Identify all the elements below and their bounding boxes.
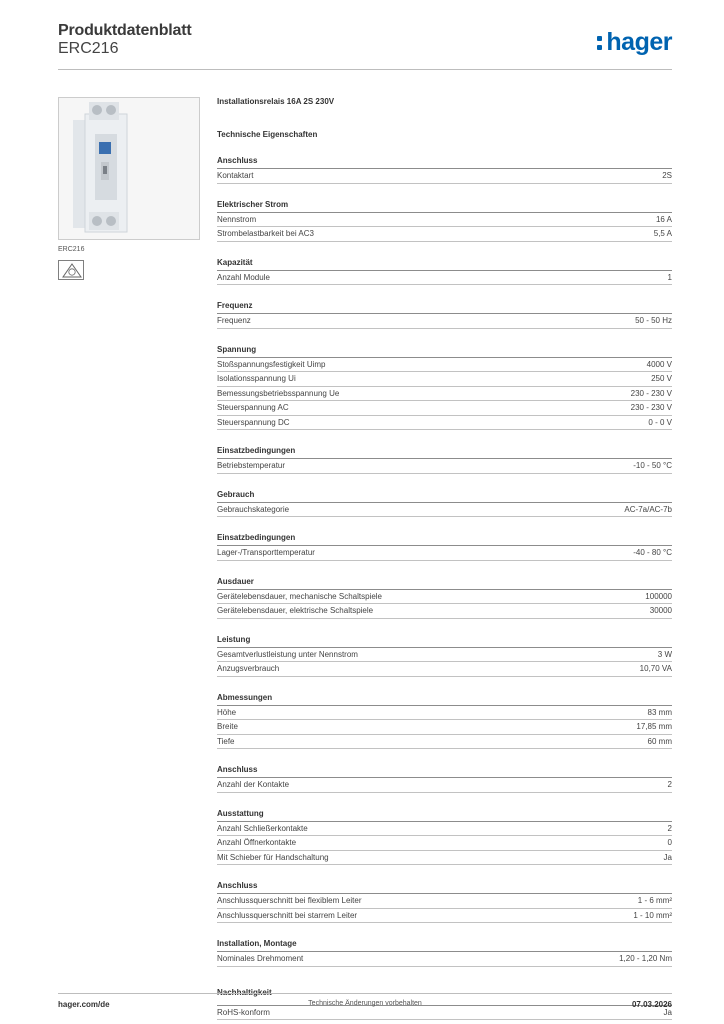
- spec-value: 1 - 6 mm²: [637, 896, 672, 905]
- spec-value: 16 A: [655, 214, 672, 224]
- spec-row: [217, 401, 672, 416]
- spec-value: 2: [667, 780, 672, 789]
- spec-row: [217, 459, 672, 474]
- spec-group-title: Abmessungen: [217, 692, 672, 706]
- spec-value: 230 - 230 V: [630, 388, 672, 398]
- spec-row: [217, 720, 672, 735]
- spec-label: Steuerspannung AC: [217, 403, 289, 412]
- spec-group-title: Anschluss: [217, 880, 672, 894]
- spec-row: [217, 952, 672, 967]
- logo-text: hager: [606, 28, 672, 56]
- spec-label: Gerätelebensdauer, elektrische Schaltspiele: [217, 606, 374, 615]
- spec-row: [217, 604, 672, 619]
- spec-group-title: Anschluss: [217, 155, 672, 169]
- technical-properties-heading: Technische Eigenschaften: [217, 130, 318, 139]
- spec-row: [217, 778, 672, 793]
- spec-label: Lager-/Transporttemperatur: [217, 548, 315, 557]
- spec-row: [217, 662, 672, 677]
- spec-group: [217, 880, 672, 923]
- spec-value: 0 - 0 V: [648, 417, 672, 427]
- spec-label: Anzahl Module: [217, 272, 270, 282]
- spec-value: AC-7a/AC-7b: [624, 504, 672, 514]
- spec-row: [217, 213, 672, 228]
- spec-label: Tiefe: [217, 736, 235, 746]
- spec-value: -40 - 80 °C: [633, 548, 672, 557]
- spec-group-title: Spannung: [217, 344, 672, 358]
- spec-group-title: Frequenz: [217, 300, 672, 314]
- spec-value: -10 - 50 °C: [633, 461, 672, 470]
- spec-value: 2S: [662, 171, 672, 180]
- spec-value: 83 mm: [647, 707, 672, 717]
- spec-row: [217, 358, 672, 373]
- footer-website-link[interactable]: hager.com/de: [58, 1000, 110, 1009]
- spec-row: [217, 314, 672, 329]
- spec-group-title: Anschluss: [217, 764, 672, 778]
- spec-label: Höhe: [217, 707, 237, 717]
- spec-label: Steuerspannung DC: [217, 417, 290, 427]
- spec-label: Stoßspannungsfestigkeit Uimp: [217, 359, 326, 369]
- spec-group: [217, 300, 672, 329]
- spec-group: [217, 938, 672, 967]
- spec-value: 30000: [649, 606, 672, 615]
- spec-value: 230 - 230 V: [630, 403, 672, 412]
- spec-group: [217, 692, 672, 750]
- page-header: [58, 22, 672, 70]
- spec-value: 4000 V: [646, 359, 672, 369]
- spec-group-title: Nachhaltigkeit: [217, 987, 672, 1006]
- spec-label: Isolationsspannung Ui: [217, 374, 296, 383]
- spec-row: [217, 648, 672, 663]
- spec-row: [217, 546, 672, 561]
- spec-group: [217, 576, 672, 619]
- vde-certification-icon: [58, 260, 84, 280]
- spec-label: Gerätelebensdauer, mechanische Schaltspiele: [217, 591, 382, 601]
- spec-group-title: Ausdauer: [217, 576, 672, 590]
- spec-label: RoHS-konform: [217, 1007, 270, 1017]
- product-media: [58, 97, 200, 280]
- spec-row: [217, 227, 672, 242]
- spec-row: [217, 894, 672, 909]
- spec-group: [217, 199, 672, 242]
- spec-label: Nominales Drehmoment: [217, 954, 304, 963]
- spec-group: [217, 344, 672, 431]
- spec-label: Nennstrom: [217, 214, 257, 224]
- spec-row: [217, 836, 672, 851]
- spec-row: [217, 706, 672, 721]
- spec-group: [217, 808, 672, 866]
- spec-group-title: Installation, Montage: [217, 938, 672, 952]
- spec-row: [217, 387, 672, 402]
- spec-value: 1 - 10 mm²: [633, 910, 672, 920]
- spec-label: Gesamtverlustleistung unter Nennstrom: [217, 649, 358, 659]
- product-photo-icon: [58, 97, 200, 240]
- spec-value: 50 - 50 Hz: [635, 316, 672, 325]
- spec-sheet: [217, 97, 672, 1020]
- spec-group: [217, 445, 672, 474]
- spec-value: 3 W: [657, 649, 672, 659]
- spec-row: [217, 590, 672, 605]
- spec-value: Ja: [663, 1007, 672, 1017]
- footer-date: 07.03.2026: [631, 1000, 672, 1009]
- logo-dots-icon: [597, 32, 604, 52]
- spec-group-title: Ausstattung: [217, 808, 672, 822]
- spec-label: Anzugsverbrauch: [217, 664, 280, 673]
- spec-row: [217, 372, 672, 387]
- spec-label: Mit Schieber für Handschaltung: [217, 852, 329, 862]
- spec-row: [217, 271, 672, 286]
- product-name: Installationsrelais 16A 2S 230V: [217, 97, 335, 106]
- spec-group-title: Gebrauch: [217, 489, 672, 503]
- spec-label: Strombelastbarkeit bei AC3: [217, 229, 314, 238]
- spec-group-title: Einsatzbedingungen: [217, 532, 672, 546]
- hager-logo: [597, 28, 672, 57]
- document-title: Produktdatenblatt: [58, 22, 192, 39]
- spec-label: Kontaktart: [217, 171, 254, 180]
- spec-group: [217, 489, 672, 518]
- product-photo-drawing: [59, 98, 200, 240]
- spec-group: [217, 764, 672, 793]
- spec-group: [217, 532, 672, 561]
- spec-row: [217, 416, 672, 431]
- spec-label: Betriebstemperatur: [217, 461, 286, 470]
- page-footer: [58, 993, 672, 1013]
- spec-group-title: Kapazität: [217, 257, 672, 271]
- spec-value: 17,85 mm: [636, 722, 672, 731]
- spec-row: [217, 909, 672, 924]
- spec-label: Anzahl der Kontakte: [217, 780, 290, 789]
- spec-group-title: Elektrischer Strom: [217, 199, 672, 213]
- spec-value: 100000: [645, 591, 672, 601]
- spec-label: Bemessungsbetriebsspannung Ue: [217, 388, 340, 398]
- spec-value: 10,70 VA: [639, 664, 672, 673]
- spec-label: Gebrauchskategorie: [217, 504, 290, 514]
- product-code: ERC216: [58, 40, 119, 57]
- spec-group: [217, 155, 672, 184]
- spec-row: [217, 822, 672, 837]
- spec-value: Ja: [663, 852, 672, 862]
- spec-label: Anschlussquerschnitt bei flexiblem Leiter: [217, 896, 362, 905]
- footer-disclaimer: Technische Änderungen vorbehalten: [308, 1000, 422, 1007]
- spec-value: 0: [667, 838, 672, 847]
- image-caption: ERC216: [58, 246, 85, 253]
- spec-label: Anschlussquerschnitt bei starrem Leiter: [217, 910, 358, 920]
- spec-row: [217, 503, 672, 518]
- spec-group-title: Leistung: [217, 634, 672, 648]
- spec-group-title: Einsatzbedingungen: [217, 445, 672, 459]
- spec-label: Anzahl Öffnerkontakte: [217, 838, 297, 847]
- spec-value: 2: [667, 823, 672, 833]
- spec-value: 1,20 - 1,20 Nm: [619, 954, 672, 963]
- spec-value: 1: [667, 272, 672, 282]
- spec-label: Anzahl Schließerkontakte: [217, 823, 308, 833]
- spec-groups: [217, 155, 672, 1020]
- spec-value: 60 mm: [647, 736, 672, 746]
- spec-group: [217, 634, 672, 677]
- spec-row: [217, 735, 672, 750]
- spec-group: [217, 257, 672, 286]
- spec-row: [217, 851, 672, 866]
- spec-value: 5,5 A: [653, 229, 672, 238]
- spec-value: 250 V: [651, 374, 672, 383]
- spec-row: [217, 169, 672, 184]
- spec-label: Frequenz: [217, 316, 251, 325]
- spec-label: Breite: [217, 722, 238, 731]
